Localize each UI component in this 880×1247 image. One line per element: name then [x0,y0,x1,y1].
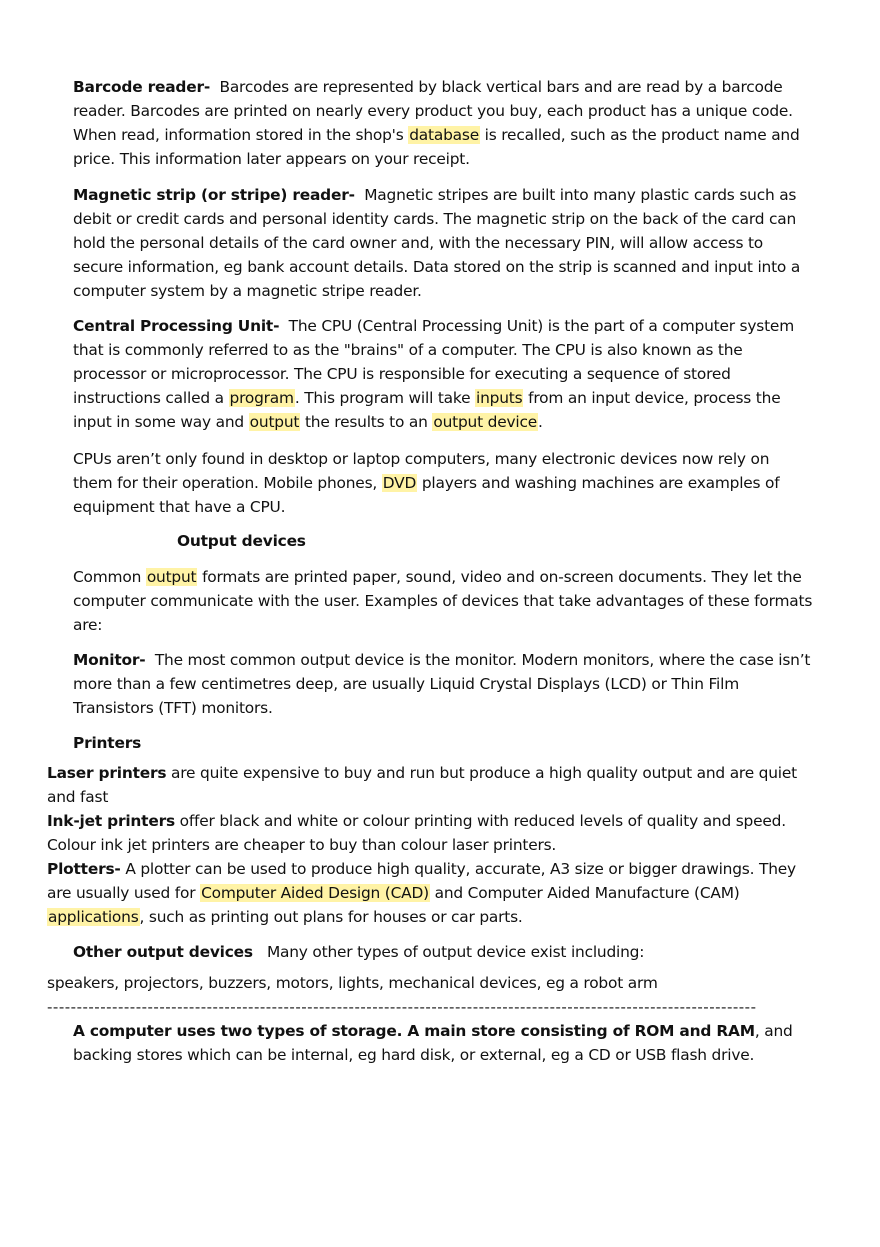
output-devices-heading: Output devices [177,532,306,550]
common-formats-paragraph [73,565,813,637]
barcode-text-1: Barcodes are represented by black vertical bars and are read by a barcode reader. Barcodes are printed on nearly every product you buy, each product has a unique code. When read, information stored in the shop's [73,78,793,144]
magnetic-term: Magnetic strip (or stripe) reader- [73,186,355,204]
cpu2-text-2: players and washing machines are examples of equipment that have a CPU. [73,474,780,516]
other-text: Many other types of output device exist including: [266,943,645,961]
storage-term: A computer uses two types of storage. A main store consisting of ROM and RAM [73,1022,755,1040]
cpu-term: Central Processing Unit- [73,317,280,335]
laser-paragraph [47,761,817,809]
cpu-text-1: The CPU (Central Processing Unit) is the part of a computer system that is commonly referred to as the "brains" of a computer. The CPU is also known as the processor or microprocessor. The CPU is responsible for executing a sequence of stored instructions called a [73,317,794,407]
speakers-line: speakers, projectors, buzzers, motors, lights, mechanical devices, eg a robot arm [47,974,658,992]
cpu-text-3: from an input device, process the input in some way and [73,389,781,431]
plotters-text-3: , such as printing out plans for houses or car parts. [139,908,523,926]
printers-heading: Printers [73,734,142,752]
highlight-output: output [249,413,300,431]
barcode-text-2: is recalled, such as the product name and price. This information later appears on your receipt. [73,126,800,168]
monitor-term: Monitor- [73,651,146,669]
cpu2-text-1: CPUs aren’t only found in desktop or laptop computers, many electronic devices now rely on them for their operation. Mobile phones, [73,450,770,492]
cpu-paragraph [73,314,813,434]
plotters-text-2: and Computer Aided Manufacture (CAM) [429,884,740,902]
highlight-database: database [409,126,479,144]
cpu-text-5: . [537,413,543,431]
cpu-text-4: the results to an [300,413,433,431]
cpu-examples-paragraph [73,447,813,519]
magnetic-text: Magnetic stripes are built into many plastic cards such as debit or credit cards and personal identity cards. The magnetic strip on the back of the card can hold the personal details of the card owner and, with the necessary PIN, will allow access to secure information, eg bank account details. Data stored on the strip is scanned and input into a computer system by a magnetic stripe reader. [73,186,801,300]
common-text-1: Common [73,568,146,586]
highlight-cad: Computer Aided Design (CAD) [201,884,429,902]
laser-text: are quite expensive to buy and run but produce a high quality output and are quiet and fast [47,764,797,806]
storage-text: , and backing stores which can be internal, eg hard disk, or external, eg a CD or USB flash drive. [73,1022,793,1064]
highlight-inputs: inputs [476,389,523,407]
storage-paragraph [73,1019,813,1067]
other-output-paragraph [73,940,813,964]
inkjet-text: offer black and white or colour printing with reduced levels of quality and speed. Colour ink jet printers are cheaper to buy than colour laser printers. [47,812,786,854]
monitor-paragraph [73,648,813,720]
highlight-applications: applications [48,908,139,926]
barcode-term: Barcode reader- [73,78,211,96]
plotters-term: Plotters- [47,860,121,878]
monitor-text: The most common output device is the monitor. Modern monitors, where the case isn’t more than a few centimetres deep, are usually Liquid Crystal Displays (LCD) or Thin Film Transistors (TFT) monitors. [73,651,811,717]
inkjet-term: Ink-jet printers [47,812,175,830]
laser-term: Laser printers [47,764,167,782]
inkjet-paragraph [47,809,817,857]
highlight-output-device: output device [433,413,537,431]
magnetic-paragraph [73,183,813,303]
barcode-paragraph [73,75,813,171]
separator-line: ------------------------------------------------------------------------------------------------------------------------ [47,998,757,1016]
cpu-text-2: . This program will take [294,389,476,407]
highlight-output-word: output [146,568,197,586]
highlight-dvd: DVD [382,474,417,492]
common-text-2: formats are printed paper, sound, video and on-screen documents. They let the computer communicate with the user. Examples of devices that take advantages of these formats are: [73,568,813,634]
plotters-paragraph [47,857,817,929]
other-term: Other output devices [73,943,253,961]
plotters-text-1: A plotter can be used to produce high quality, accurate, A3 size or bigger drawings. They are usually used for [47,860,796,902]
highlight-program: program [229,389,294,407]
